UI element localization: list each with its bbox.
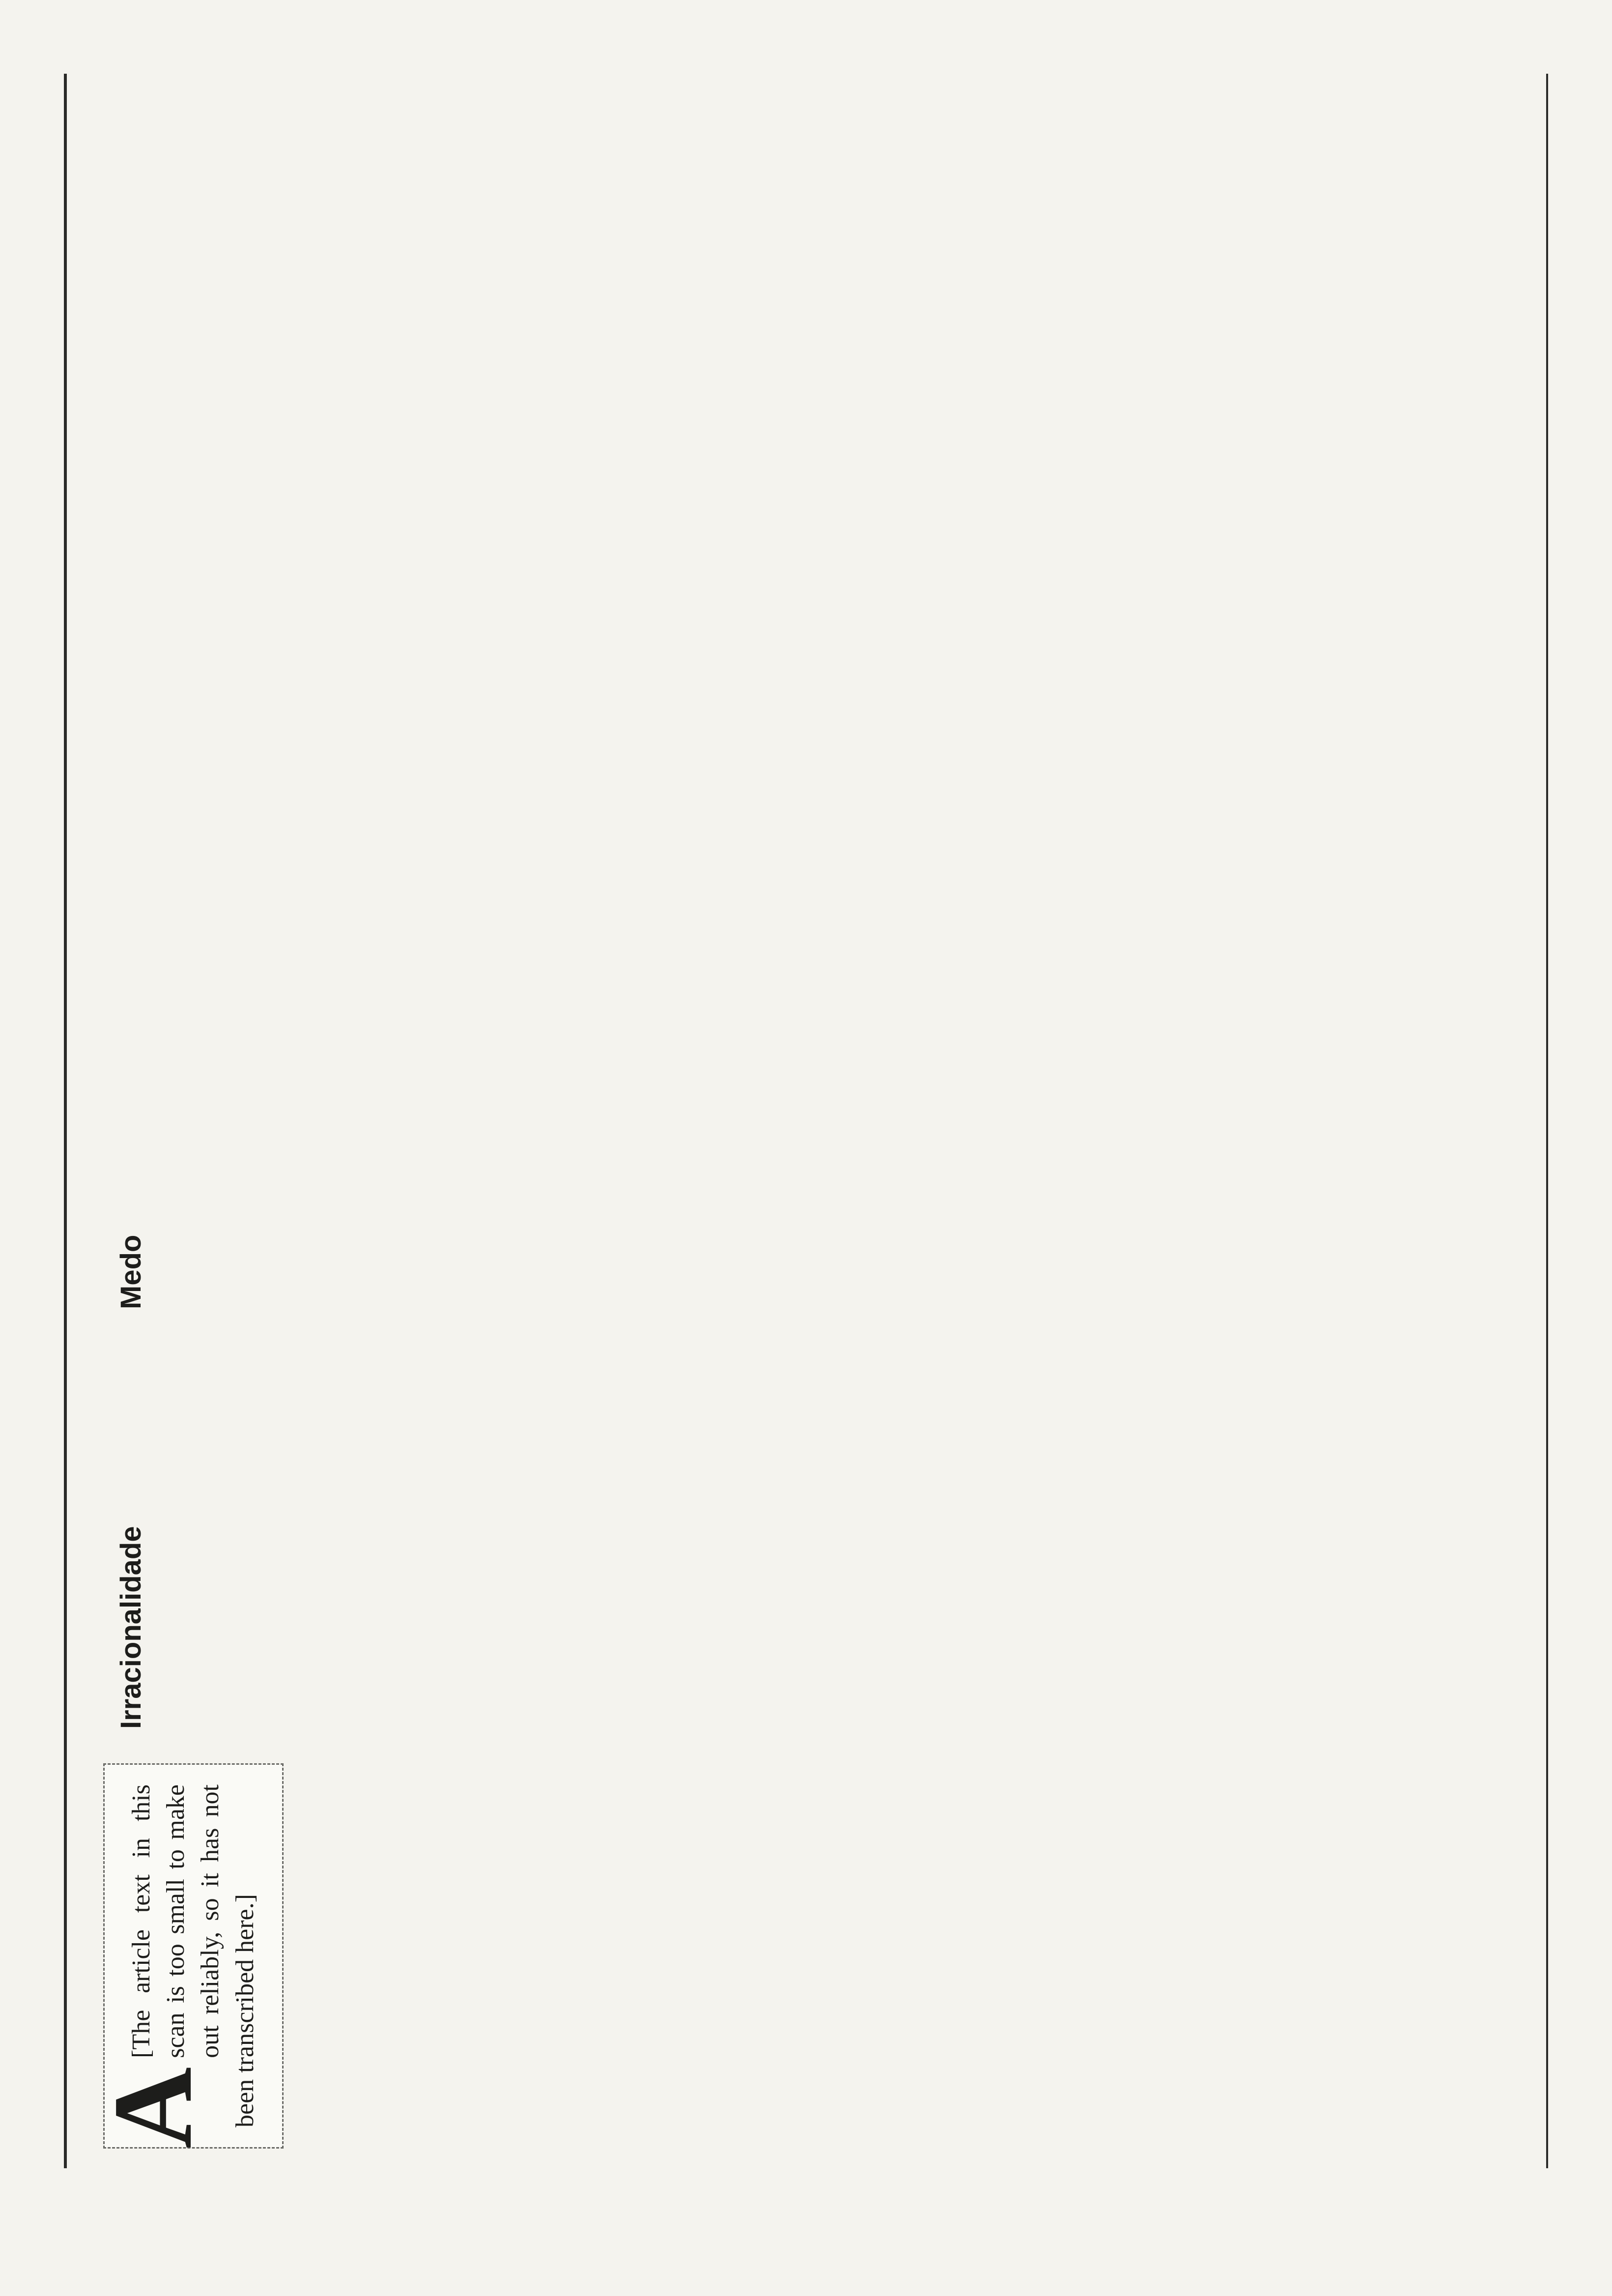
subhead-irracionalidade: Irracionalidade xyxy=(115,1526,147,1729)
column-4 xyxy=(103,504,1509,890)
subhead-medo: Medo xyxy=(115,1234,147,1309)
transcription-notice: [The article text in this scan is too small to make out reliably, so it has not been transcribed here.] xyxy=(103,1763,284,2149)
column-3 xyxy=(103,924,1509,1309)
top-rule xyxy=(64,74,67,2168)
column-5 xyxy=(103,85,1509,470)
column-2 xyxy=(103,1344,1509,1729)
drop-cap: A xyxy=(90,2066,215,2149)
column-1 xyxy=(90,1763,1509,2149)
bottom-rule xyxy=(1546,74,1548,2168)
article-columns xyxy=(90,85,1509,2149)
